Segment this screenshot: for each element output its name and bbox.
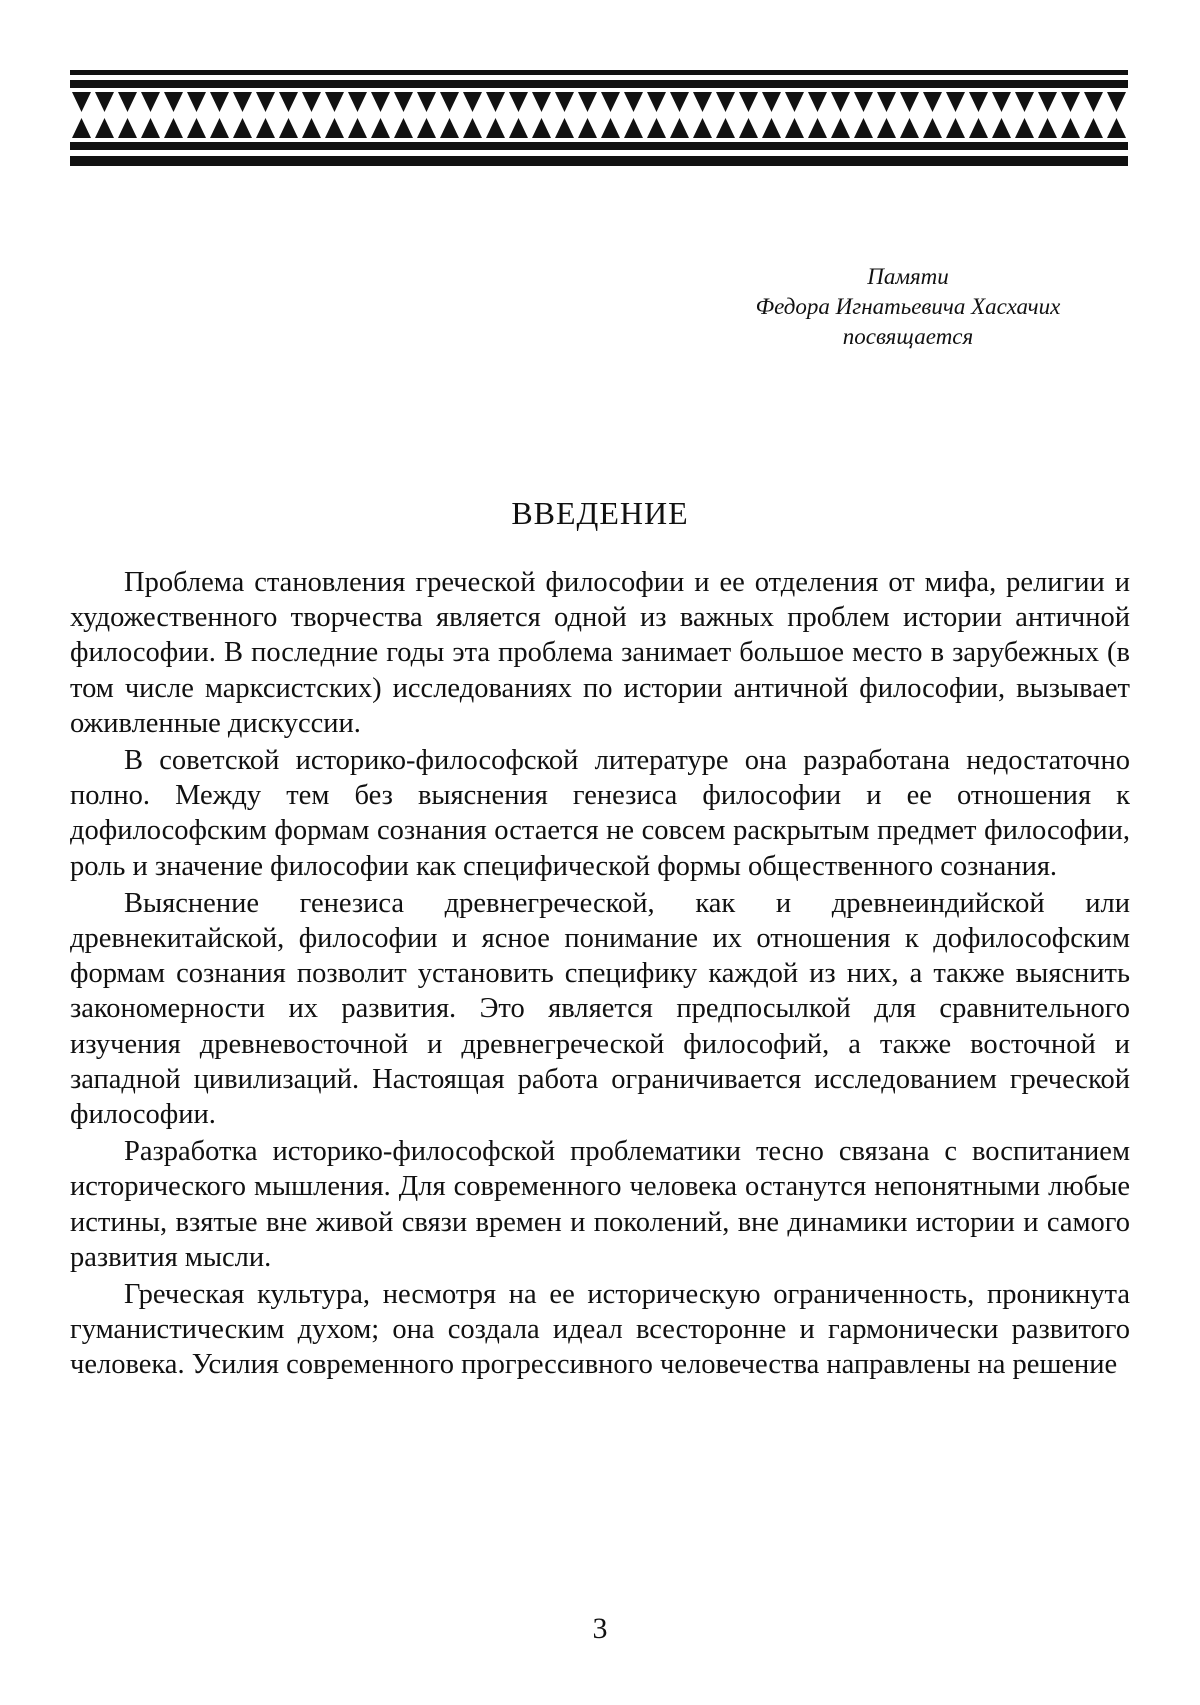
paragraph: Разработка историко-философской проблематики тесно связана с воспитанием исторического мышления. Для современного человека останутся непонятными любые истины, взятые вне живой связи времен и поколений, вне динамики истории и самого развития мысли. [70,1136,1130,1273]
paragraph: Выяснение генезиса древнегреческой, как и древнеиндийской или древнекитайской, философии и ясное понимание их отношения к дофилософским формам сознания позволит установить специфику каждой из них, а также выяснить закономерности их развития. Это является предпосылкой для сравнительного изучения древневосточной и древнегреческой философий, а также восточной и западной цивилизаций. Настоящая работа ограничивается исследованием греческой философии. [70,887,1130,1131]
dedication [688,262,1128,352]
page-number: 3 [592,1612,608,1645]
decorative-header-ornament [70,70,1128,180]
paragraph: Проблема становления греческой философии и ее отделения от мифа, религии и художественного творчества является одной из важных проблем истории античной философии. В последние годы эта проблема занимает большое место в зарубежных (в том числе марксистских) исследованиях по истории античной философии, вызывает оживленные дискуссии. [70,567,1130,739]
dedication-line-2: Федора Игнатьевича Хасхачих [755,294,1061,319]
paragraph: Греческая культура, несмотря на ее историческую ограниченность, проникнута гуманистическим духом; она создала идеал всесторонне и гармонически развитого человека. Усилия современного прогрессивного человечества направлены на решение [70,1279,1130,1381]
dedication-line-3: посвящается [842,324,974,349]
body-text [70,565,1130,1385]
chapter-title: ВВЕДЕНИЕ [511,495,689,531]
dedication-line-1: Памяти [867,264,949,289]
paragraph: В советской историко-философской литературе она разработана недостаточно полно. Между тем без выяснения генезиса философии и ее отношения к дофилософским формам сознания остается не совсем раскрытым предмет философии, роль и значение философии как специфической формы общественного сознания. [70,745,1130,882]
